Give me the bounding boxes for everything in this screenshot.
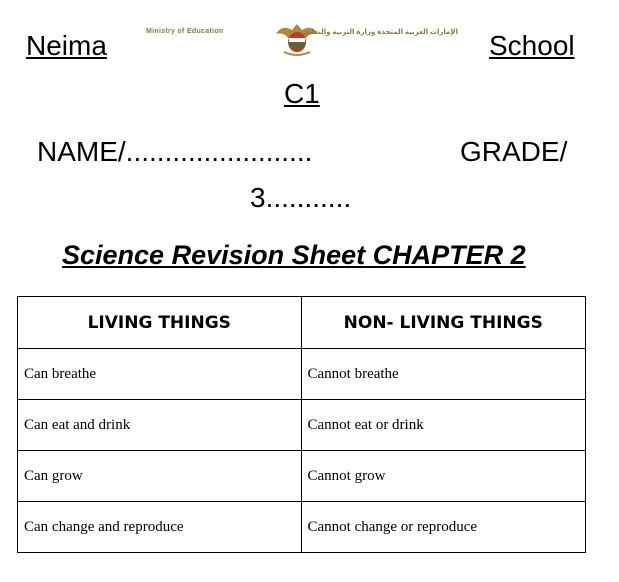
cell-non-living: Cannot eat or drink	[301, 400, 586, 451]
table-header-row	[18, 297, 586, 349]
sheet-title: Science Revision Sheet CHAPTER 2	[62, 240, 526, 270]
table-row	[18, 400, 586, 451]
ministry-logo	[146, 20, 458, 56]
ministry-name-en: Ministry of Education	[146, 28, 224, 35]
cell-non-living: Cannot grow	[301, 451, 586, 502]
cell-living: Can grow	[18, 451, 302, 502]
grade-value: 3...........	[250, 182, 352, 213]
uae-emblem-icon	[274, 20, 320, 56]
cell-living: Can breathe	[18, 349, 302, 400]
header-living: LIVING THINGS	[18, 297, 302, 349]
header-non-living: NON- LIVING THINGS	[301, 297, 586, 349]
cell-non-living: Cannot change or reproduce	[301, 502, 586, 553]
grade-label: GRADE/	[460, 136, 568, 167]
revision-table	[17, 296, 586, 553]
table-row	[18, 451, 586, 502]
table-row	[18, 502, 586, 553]
cell-living: Can eat and drink	[18, 400, 302, 451]
class-code: C1	[284, 78, 320, 109]
table-row	[18, 349, 586, 400]
student-name-field: NAME/........................	[37, 136, 313, 167]
school-name-left: Neima	[26, 30, 107, 61]
ministry-name-ar: الإمارات العربية المتحدة وزارة التربية والتعليم	[303, 29, 458, 36]
school-name-right: School	[489, 30, 575, 61]
cell-non-living: Cannot breathe	[301, 349, 586, 400]
cell-living: Can change and reproduce	[18, 502, 302, 553]
